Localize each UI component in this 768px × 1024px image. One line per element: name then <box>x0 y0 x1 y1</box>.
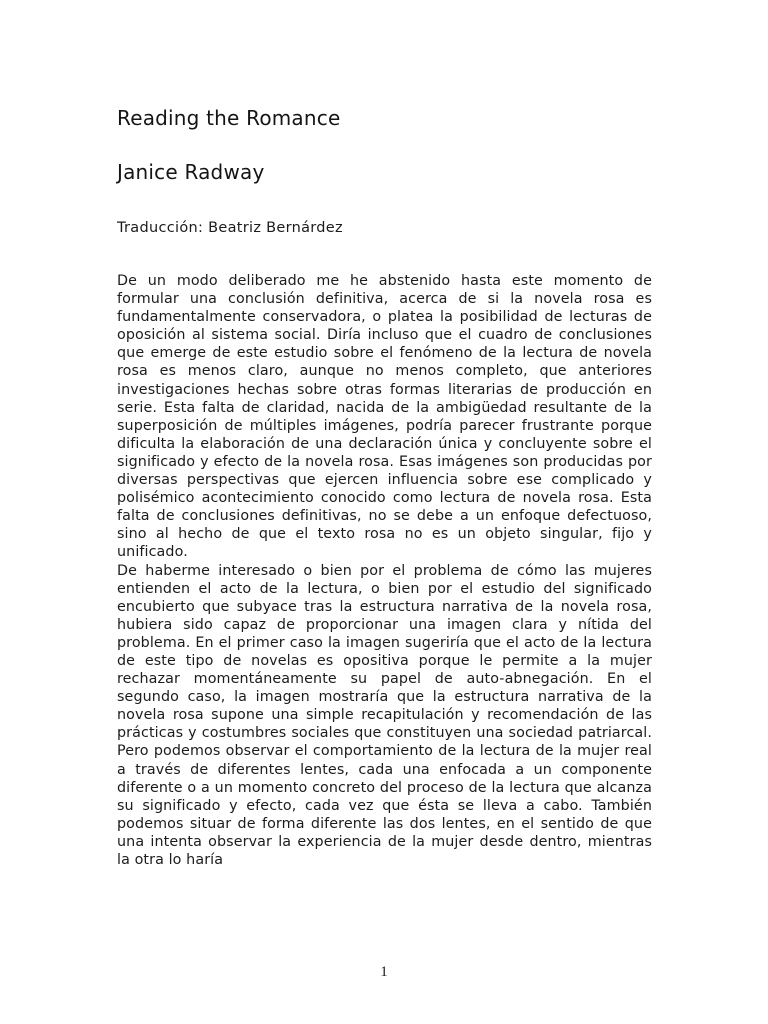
document-title: Reading the Romance <box>117 106 341 130</box>
body-text <box>117 272 652 869</box>
document-author: Janice Radway <box>117 160 265 184</box>
translator-credit: Traducción: Beatriz Bernárdez <box>117 220 343 236</box>
paragraph: De un modo deliberado me he abstenido hasta este momento de formular una conclusión definitiva, acerca de si la novela rosa es fundamentalmente conservadora, o platea la posibilidad de lecturas de oposición al sistema social. Diría incluso que el cuadro de conclusiones que emerge de este estudio sobre el fenómeno de la lectura de novela rosa es menos claro, aunque no menos completo, que anteriores investigaciones hechas sobre otras formas literarias de producción en serie. Esta falta de claridad, nacida de la ambigüedad resultante de la superposición de múltiples imágenes, podría parecer frustrante porque dificulta la elaboración de una declaración única y concluyente sobre el significado y efecto de la novela rosa. Esas imágenes son producidas por diversas perspectivas que ejercen influencia sobre ese complicado y polisémico acontecimiento conocido como lectura de novela rosa. Esta falta de conclusiones definitivas, no se debe a un enfoque defectuoso, sino al hecho de que el texto rosa no es un objeto singular, fijo y unificado. <box>117 273 652 561</box>
page-number: 1 <box>380 964 388 980</box>
paragraph: De haberme interesado o bien por el problema de cómo las mujeres entienden el acto de la lectura, o bien por el estudio del significado encubierto que subyace tras la estructura narrativa de la novela rosa, hubiera sido capaz de proporcionar una imagen clara y nítida del problema. En el primer caso la imagen sugeriría que el acto de la lectura de este tipo de novelas es opositiva porque le permite a la mujer rechazar momentáneamente su papel de auto-abnegación. En el segundo caso, la imagen mostraría que la estructura narrativa de la novela rosa supone una simple recapitulación y recomendación de las prácticas y costumbres sociales que constituyen una sociedad patriarcal. Pero podemos observar el comportamiento de la lectura de la mujer real a través de diferentes lentes, cada una enfocada a un componente diferente o a un momento concreto del proceso de la lectura que alcanza su significado y efecto, cada vez que ésta se lleva a cabo. También podemos situar de forma diferente las dos lentes, en el sentido de que una intenta observar la experiencia de la mujer desde dentro, mientras la otra lo haría <box>117 562 652 868</box>
